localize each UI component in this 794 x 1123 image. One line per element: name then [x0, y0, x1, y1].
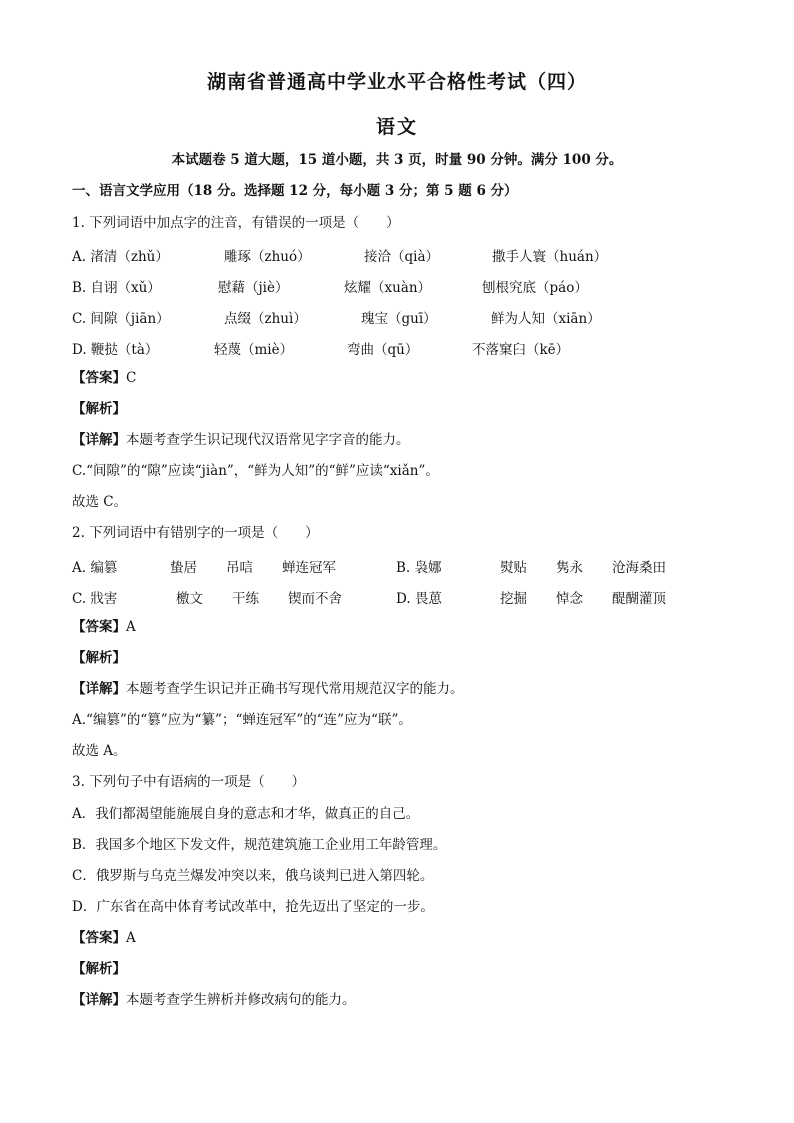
- q1-option-b-word-1: B. 自诩（xǔ）: [72, 280, 161, 296]
- q3-analysis-tag: 【解析】: [72, 961, 126, 977]
- q2-row2-word-3: 干练: [232, 591, 259, 607]
- question-1-stem: 1. 下列词语中加点字的注音，有错误的一项是（ ）: [72, 215, 400, 231]
- q2-row2-word-1: C. 戕害: [72, 591, 118, 607]
- q2-row1-word-2: 蛰居: [170, 560, 197, 576]
- q2-row1-word-4: 蝉连冠军: [282, 560, 336, 576]
- exam-instructions: 本试题卷 5 道大题，15 道小题，共 3 页，时量 90 分钟。满分 100 分。: [171, 152, 623, 168]
- q1-option-a-word-4: 撒手人寰（huán）: [492, 249, 608, 265]
- q2-conclusion: 故选 A。: [72, 743, 127, 759]
- q2-row1-word-8: 沧海桑田: [612, 560, 666, 576]
- q1-option-d-word-1: D. 鞭挞（tà）: [72, 342, 159, 358]
- q2-analysis-tag: 【解析】: [72, 650, 126, 666]
- q2-row2-word-5: D. 畏葸: [396, 591, 442, 607]
- q1-option-c-word-3: 瑰宝（guī）: [361, 311, 437, 327]
- q2-explanation: A.“编篡”的“篡”应为“纂”；“蝉连冠军”的“连”应为“联”。: [72, 712, 412, 728]
- q1-option-d-word-3: 弯曲（qū）: [347, 342, 419, 358]
- q1-detail: 【详解】本题考查学生识记现代汉语常见字字音的能力。: [72, 432, 410, 448]
- q3-option-a: A．我们都渴望能施展自身的意志和才华，做真正的自己。: [72, 806, 420, 822]
- q3-option-d: D．广东省在高中体育考试改革中，抢先迈出了坚定的一步。: [72, 899, 434, 915]
- q3-detail: 【详解】本题考查学生辨析并修改病句的能力。: [72, 992, 356, 1008]
- q1-option-b-word-4: 刨根究底（páo）: [482, 280, 588, 296]
- q1-option-a-word-1: A. 渚清（zhǔ）: [72, 249, 169, 265]
- q2-row1-word-7: 隽永: [556, 560, 583, 576]
- q2-row2-word-7: 悼念: [556, 591, 583, 607]
- q1-conclusion: 故选 C。: [72, 494, 128, 510]
- q2-row2-word-4: 锲而不舍: [288, 591, 342, 607]
- q1-analysis-tag: 【解析】: [72, 401, 126, 417]
- question-3-stem: 3. 下列句子中有语病的一项是（ ）: [72, 774, 306, 790]
- section-heading: 一、语言文学应用（18 分。选择题 12 分，每小题 3 分；第 5 题 6 分）: [72, 183, 518, 199]
- q1-option-b-word-2: 慰藉（jiè）: [218, 280, 289, 296]
- q2-row2-word-8: 醍醐灌顶: [612, 591, 666, 607]
- page-title: 湖南省普通高中学业水平合格性考试（四）: [206, 71, 587, 93]
- q2-row2-word-2: 檄文: [176, 591, 203, 607]
- q1-option-a-word-2: 雕琢（zhuó）: [224, 249, 311, 265]
- q1-option-d-word-4: 不落窠臼（kē）: [472, 342, 570, 358]
- q3-option-b: B．我国多个地区下发文件，规范建筑施工企业用工年龄管理。: [72, 837, 447, 853]
- q1-option-a-word-3: 接洽（qià）: [364, 249, 440, 265]
- q3-option-c: C．俄罗斯与乌克兰爆发冲突以来，俄乌谈判已进入第四轮。: [72, 868, 434, 884]
- q1-option-d-word-2: 轻蔑（miè）: [214, 342, 294, 358]
- q1-option-b-word-3: 炫耀（xuàn）: [344, 280, 432, 296]
- q2-row1-word-1: A. 编篡: [72, 560, 118, 576]
- q2-row1-word-5: B. 袅娜: [396, 560, 442, 576]
- question-2-stem: 2. 下列词语中有错别字的一项是（ ）: [72, 525, 319, 541]
- q1-answer: 【答案】C: [72, 370, 137, 386]
- q1-option-c-word-1: C. 间隙（jiān）: [72, 311, 170, 327]
- subject-title: 语文: [375, 116, 418, 138]
- q1-option-c-word-4: 鲜为人知（xiān）: [491, 311, 601, 327]
- q3-answer: 【答案】A: [72, 930, 136, 946]
- q1-option-c-word-2: 点缀（zhuì）: [224, 311, 307, 327]
- q2-detail: 【详解】本题考查学生识记并正确书写现代常用规范汉字的能力。: [72, 681, 464, 697]
- q2-row2-word-6: 挖掘: [500, 591, 527, 607]
- q1-explanation: C.“间隙”的“隙”应读“jiàn”，“鲜为人知”的“鲜”应读“xiǎn”。: [72, 463, 439, 479]
- q2-row1-word-3: 吊唁: [226, 560, 253, 576]
- q2-answer: 【答案】A: [72, 619, 136, 635]
- q2-row1-word-6: 熨贴: [500, 560, 527, 576]
